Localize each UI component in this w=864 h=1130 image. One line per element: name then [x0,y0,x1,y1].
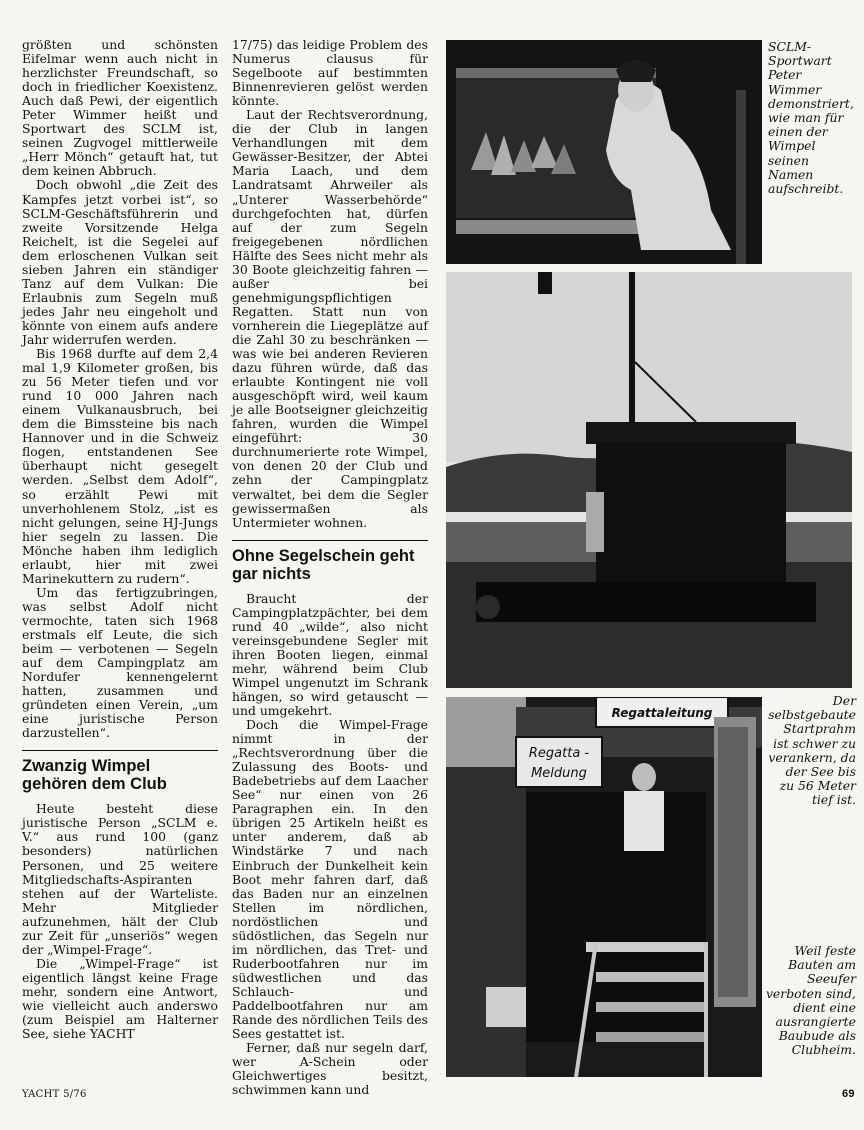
paragraph: Heute besteht diese juristische Person „SCLM e. V.“ aus rund 100 (ganz besonders) natürlichen Personen, und 25 weitere Mitgliedschafts-Aspiranten stehen auf der Warteliste. Mehr Mitglieder aufzunehmen, hält der Club zur Zeit für „unseriös“ wegen der „Wimpel-Frage“. [22,801,218,957]
page-number: 69 [842,1088,855,1100]
hut-sign-top: Regattaleitung [611,706,713,720]
paragraph: Doch die Wimpel-Frage nimmt in der „Rechtsverordnung über die Zulassung des Boots- und Badebetriebs auf dem Laacher See“ nur einen von 26 Paragraphen ein. In den übrigen 25 Artikeln heißt es unter anderem, daß ab Windstärke 7 und nach Einbruch der Dunkelheit kein Boot mehr fahren darf, daß das Baden nur an einzelnen Stellen im nördlichen, nordöstlichen und südöstlichen, das Segeln nur im nördlichen, das Tret- und Ruderbootfahren nur im südwestlichen und das Schlauch- und Paddelbootfahren nur am Rande des nördlichen Teils des Sees gestattet ist. [232,717,428,1042]
paragraph: Um das fertigzubringen, was selbst Adolf nicht vermochte, taten sich 1968 erstmals elf Leute, die sich beim — verbotenen — Segeln auf dem Campingplatz am Nordufer kennengelernt hatten, zusammen und gründeten einen Verein, „um eine juristische Person darzustellen“. [22,584,218,741]
photo-start-barge [446,272,852,688]
hut-sign-line1: Regatta - [528,746,590,761]
paragraph: 17/75) das leidige Problem des Numerus clausus für Segelboote auf bestimmten Binnenrevieren gelöst werden könnte. [232,37,428,109]
paragraph: Die „Wimpel-Frage“ ist eigentlich längst keine Frage mehr, sondern eine Antwort, wie vielleicht auch anderswo (zum Beispiel am Halterner See, siehe YACHT [22,955,218,1042]
photo-man-with-pennants [446,40,762,264]
paragraph: Braucht der Campingplatzpächter, bei dem rund 40 „wilde“, also nicht vereinsgebundene Segler mit ihren Booten liegen, einmal mehr, während beim Club Wimpel ungenutzt im Schrank hängen, so wird getauscht — und umgekehrt. [232,590,428,719]
hut-sign-line2: Meldung [531,766,587,781]
paragraph: Laut der Rechtsverordnung, die der Club in langen Verhandlungen mit dem Gewässer-Besitzer, der Abtei Maria Laach, und dem Landratsamt Ahrweiler als „Unterer Wasserbehörde“ durchgefochten hat, dürfen auf der zum Segeln freigegebenen nördlichen Hälfte des Sees nicht mehr als 30 Boote gleichzeitig fahren — außer bei genehmigungspflichtigen Regatten. Statt nun von vornherein die Liegeplätze auf die Zahl 30 zu beschränken — was wie bei anderen Revieren dazu führen würde, daß das erlaubte Kontingent nie voll ausgeschöpft wird, weil kaum je alle Bootseigner gleichzeitig fahren, wurden die Wimpel eingeführt: 30 durchnumerierte rote Wimpel, von denen 20 der Club und zehn der Campingplatz verwaltet, bei dem die Segler gewissermaßen als Untermieter wohnen. [232,107,428,530]
photo-caption: Der selbstgebaute Startprahm ist schwer zu verankern, da der See bis zu 56 Meter tief ist. [768,693,856,808]
paragraph: Ferner, daß nur segeln darf, wer A-Schein oder Gleichwertiges besitzt, schwimmen kann und [232,1040,428,1098]
paragraph: Doch obwohl „die Zeit des Kampfes jetzt vorbei ist“, so SCLM-Geschäftsführerin und zweite Vorsitzende Helga Reichelt, ist die Segelei auf dem erloschenen Vulkan seit sieben Jahren ein ständiger Tanz auf dem Vulkan: Die Erlaubnis zum Segeln muß jedes Jahr neu eingeholt und könnte von einem aufs andere Jahr widerrufen werden. [22,177,218,347]
photo-caption: SCLM-Sportwart Peter Wimmer demonstriert, wie man für einen der Wimpel seinen Namen aufschreibt. [768,39,854,197]
section-heading: Ohne Segelschein geht gar nichts [232,540,428,583]
text-column-1 [22,38,218,1041]
text-column-2 [232,38,428,1097]
photo-caption: Weil feste Bauten am Seeufer verboten sind, dient eine ausrangierte Baubude als Clubheim. [765,943,856,1058]
photo-club-hut [446,697,762,1077]
paragraph: größten und schönsten Eifelmar wenn auch nicht in herzlichster Freundschaft, so doch in friedlicher Koexistenz. Auch daß Pewi, der eigentlich Peter Wimmer heißt und Sportwart des SCLM ist, seinen Zugvogel mittlerweile „Herr Mönch“ getauft hat, tut dem keinen Abbruch. [22,37,218,179]
paragraph: Bis 1968 durfte auf dem 2,4 mal 1,9 Kilometer großen, bis zu 56 Meter tiefen und vor rund 10 000 Jahren nach einem Vulkanausbruch, bei dem die Bimssteine bis nach Hannover und in die Schweiz flogen, entstandenen See überhaupt nicht gesegelt werden. „Selbst dem Adolf“, so erzählt Pewi mit unverhohlenem Stolz, „ist es nicht gelungen, seine HJ-Jungs hier segeln zu lassen. Die Mönche haben ihm lediglich erlaubt, hier mit zwei Marinekuttern zu rudern“. [22,346,218,586]
section-heading: Zwanzig Wimpel gehören dem Club [22,750,218,793]
magazine-issue: YACHT 5/76 [22,1089,87,1100]
